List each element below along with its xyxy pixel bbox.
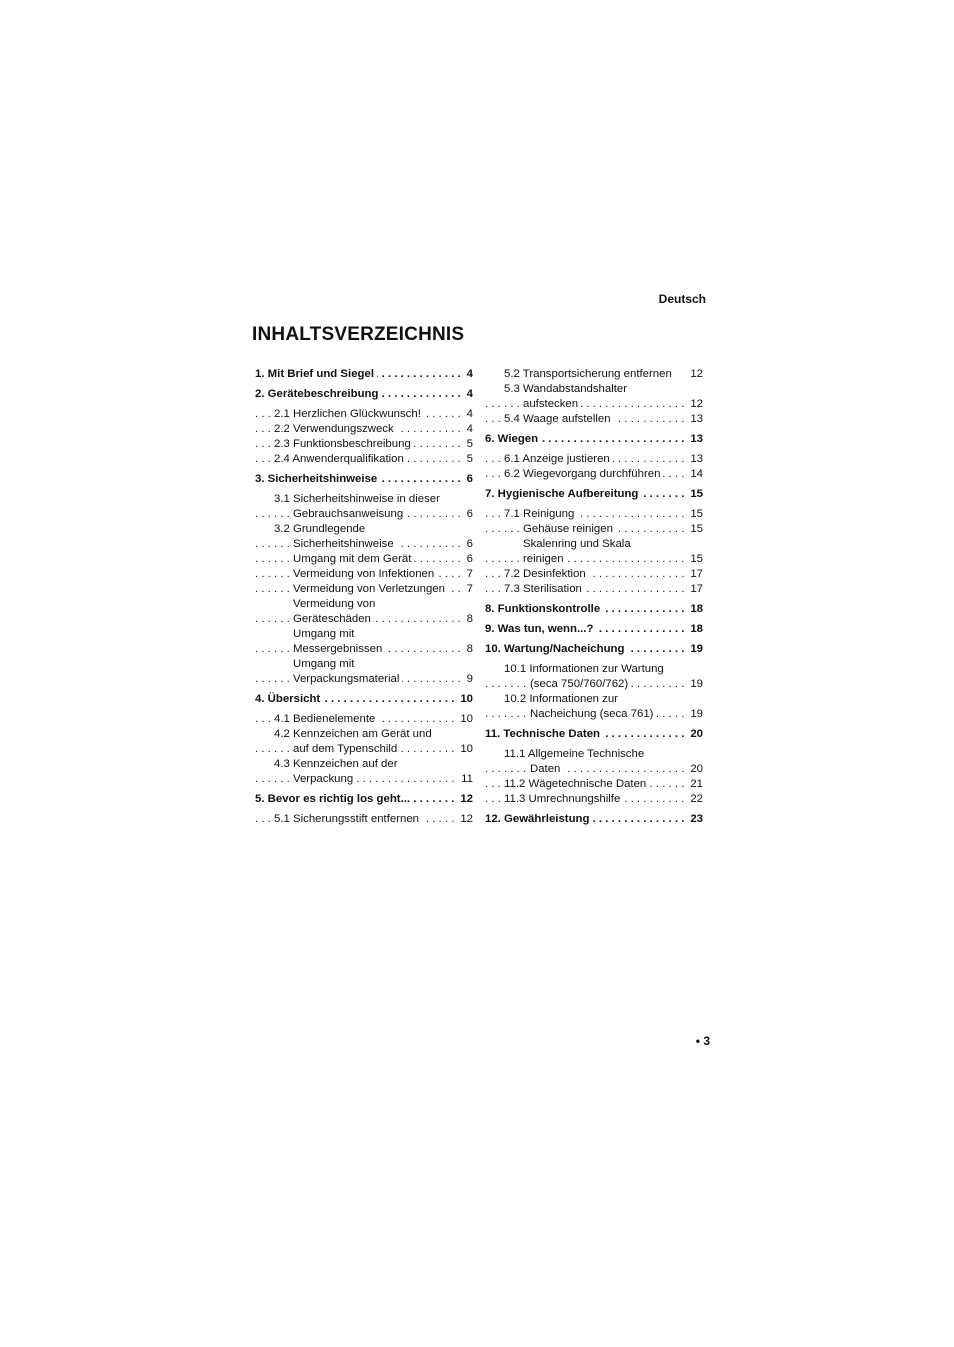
toc-entry-text: . . . 12. Gewährleistung [485,812,592,827]
toc-entry-page: 23 [687,812,703,827]
toc-entry-page: 20 [687,727,703,742]
toc-entry-text: . . . 1. Mit Brief und Siegel [255,367,377,382]
toc-entry-page: 11 [458,772,473,787]
toc-entry-text: . . . Umgang mit dem Gerät [293,552,414,567]
toc-entry [485,397,703,412]
toc-entry [255,757,473,772]
toc-column-left [255,367,473,827]
toc-entry-page: 7 [464,582,473,597]
toc-entry-text: 4.3 Kennzeichen auf der [274,757,401,772]
toc-entry [485,367,703,382]
toc-entry-page: 21 [687,777,703,792]
toc-chapter [485,487,703,502]
toc-entry-text: . . . 2.1 Herzlichen Glückwunsch! [274,407,424,422]
toc-entry-page: 4 [464,422,473,437]
toc-entry [485,582,703,597]
toc-entry-page: 8 [464,642,473,657]
toc-entry-text: Umgang mit [293,657,357,672]
toc-entry-text: Skalenring und Skala [523,537,634,552]
toc-chapter [255,692,473,707]
toc-entry-text: . . . Messergebnissen [293,642,385,657]
toc-entry-text: . . . 11.2 Wägetechnische Daten [504,777,649,792]
toc-entry [255,522,473,537]
toc-entry [255,627,473,642]
toc-entry [255,407,473,422]
toc-entry [485,537,703,552]
toc-entry [485,412,703,427]
toc-entry-page: 6 [464,507,473,522]
toc-entry-page: 15 [687,552,703,567]
toc-entry-text: . . . 7. Hygienische Aufbereitung [485,487,641,502]
toc-entry-text: . . . Gehäuse reinigen [523,522,616,537]
toc-entry-page: 15 [687,522,703,537]
toc-entry-page: 18 [687,622,703,637]
toc-chapter [255,367,473,382]
toc-entry-text: 11.1 Allgemeine Technische [504,747,647,762]
page-title: INHALTSVERZEICHNIS [252,324,465,345]
toc-entry-text: Umgang mit [293,627,357,642]
toc-entry-page: 5 [464,452,473,467]
toc-entry-text: . . . 4. Übersicht [255,692,323,707]
toc-entry [255,597,473,612]
toc-entry-text: . . . 3. Sicherheitshinweise [255,472,380,487]
toc-column-right [485,367,703,832]
toc-entry-text: . . . 5.4 Waage aufstellen [504,412,614,427]
toc-entry-text: 10.2 Informationen zur [504,692,621,707]
toc-chapter [255,387,473,402]
toc-entry-text: . . . reinigen [523,552,567,567]
toc-entry-page: 5 [464,437,473,452]
toc-entry [485,467,703,482]
toc-entry [485,382,703,397]
toc-entry [255,712,473,727]
toc-chapter [485,727,703,742]
toc-entry-text: 5.2 Transportsicherung entfernen [504,367,675,382]
toc-entry [485,692,703,707]
toc-entry-page: 19 [687,707,703,722]
toc-entry-page: 20 [687,762,703,777]
toc-entry [485,762,703,777]
toc-entry-page: 15 [687,487,703,502]
toc-entry-page: 6 [464,537,473,552]
toc-entry-text: . . . 11.3 Umrechnungshilfe [504,792,623,807]
toc-chapter [485,432,703,447]
toc-entry-page: 19 [687,642,703,657]
toc-entry [255,812,473,827]
toc-entry [255,552,473,567]
toc-entry-page: 4 [464,387,473,402]
toc-entry-text: 4.2 Kennzeichen am Gerät und [274,727,435,742]
toc-entry-text: . . . Vermeidung von Verletzungen [293,582,448,597]
toc-entry [255,422,473,437]
toc-entry-page: 12 [457,812,473,827]
toc-entry-text: . . . 2.3 Funktionsbeschreibung [274,437,414,452]
toc-entry-text: . . . Geräteschäden [293,612,374,627]
toc-entry [255,727,473,742]
toc-entry [485,707,703,722]
toc-entry-text: . . . 7.1 Reinigung [504,507,577,522]
toc-entry [255,657,473,672]
toc-entry-page: 13 [687,412,703,427]
toc-entry-page: 22 [687,792,703,807]
toc-entry-text: . . . 7.2 Desinfektion [504,567,589,582]
toc-entry-page: 9 [464,672,473,687]
toc-entry-page: 6 [464,472,473,487]
toc-entry-page: 17 [687,582,703,597]
toc-entry-text: . . . 5.1 Sicherungsstift entfernen [274,812,422,827]
toc-entry-page: 7 [464,567,473,582]
toc-entry-page: 10 [457,712,473,727]
toc-chapter [255,792,473,807]
toc-entry [255,537,473,552]
toc-entry-text: . . . Gebrauchsanweisung [293,507,406,522]
toc-entry [255,437,473,452]
toc-entry-page: 14 [687,467,703,482]
toc-entry-text: . . . 10. Wartung/Nacheichung [485,642,627,657]
toc-entry [255,582,473,597]
toc-entry-page: 19 [687,677,703,692]
toc-entry-text: 10.1 Informationen zur Wartung [504,662,667,677]
toc-entry [255,567,473,582]
toc-entry-page: 10 [457,742,473,757]
toc-entry-text: . . . 6.2 Wiegevorgang durchführen [504,467,663,482]
toc-entry-page: 10 [457,692,473,707]
toc-entry-text: . . . 2.2 Verwendungszweck [274,422,397,437]
toc-entry [255,642,473,657]
toc-entry-text: . . . 2. Gerätebeschreibung [255,387,381,402]
toc-entry-text: . . . 6. Wiegen [485,432,541,447]
toc-chapter [485,622,703,637]
toc-entry [255,612,473,627]
toc-entry [485,747,703,762]
toc-entry-text: . . . 2.4 Anwenderqualifikation [274,452,407,467]
toc-entry-page: 8 [464,612,473,627]
toc-entry [485,507,703,522]
language-label: Deutsch [658,292,706,306]
toc-entry [485,567,703,582]
toc-entry-page: 6 [464,552,473,567]
toc-entry-text: . . . Sicherheitshinweise [293,537,397,552]
toc-entry [255,672,473,687]
toc-entry-text: . . . auf dem Typenschild [293,742,400,757]
toc-entry-text: . . . 7.3 Sterilisation [504,582,585,597]
toc-entry-page: 15 [687,507,703,522]
toc-entry [485,452,703,467]
toc-entry [255,492,473,507]
toc-entry-text: . . . Verpackung [293,772,356,787]
toc-entry-text: 5.3 Wandabstandshalter [504,382,630,397]
page-number: • 3 [695,1034,710,1048]
toc-entry-page: 13 [687,432,703,447]
toc-entry-text: 3.2 Grundlegende [274,522,368,537]
toc-entry [485,552,703,567]
toc-entry [485,792,703,807]
toc-entry-text: . . . 5. Bevor es richtig los geht... [255,792,413,807]
toc-entry-text: . . . Daten [530,762,563,777]
toc-entry-text: . . . 4.1 Bedienelemente [274,712,378,727]
toc-entry-text: . . . Vermeidung von Infektionen [293,567,437,582]
toc-entry [255,772,473,787]
toc-chapter [485,812,703,827]
toc-entry [255,507,473,522]
toc-entry [485,777,703,792]
toc-entry [485,522,703,537]
toc-entry-page: 17 [687,567,703,582]
toc-entry-text: . . . 9. Was tun, wenn...? [485,622,596,637]
toc-entry-page: 12 [687,367,703,382]
toc-entry-page: 18 [687,602,703,617]
toc-entry-text: . . . aufstecken [523,397,581,412]
toc-entry-text: . . . (seca 750/760/762) [530,677,631,692]
toc-entry-text: . . . 8. Funktionskontrolle [485,602,603,617]
toc-entry [485,677,703,692]
toc-entry-text: . . . Nacheichung (seca 761) [530,707,656,722]
toc-entry-page: 13 [687,452,703,467]
toc-entry-text: 3.1 Sicherheitshinweise in dieser [274,492,443,507]
toc-chapter [485,642,703,657]
toc-entry [485,662,703,677]
toc-entry-page: 12 [687,397,703,412]
toc-entry [255,742,473,757]
toc-entry-text: . . . Verpackungsmaterial [293,672,402,687]
toc-entry-page: 4 [464,407,473,422]
toc-entry [255,452,473,467]
toc-entry-text: Vermeidung von [293,597,378,612]
toc-entry-text: . . . 11. Technische Daten [485,727,603,742]
toc-entry-text: . . . 6.1 Anzeige justieren [504,452,613,467]
toc-entry-page: 12 [457,792,473,807]
toc-entry-page: 4 [464,367,473,382]
toc-chapter [255,472,473,487]
toc-chapter [485,602,703,617]
